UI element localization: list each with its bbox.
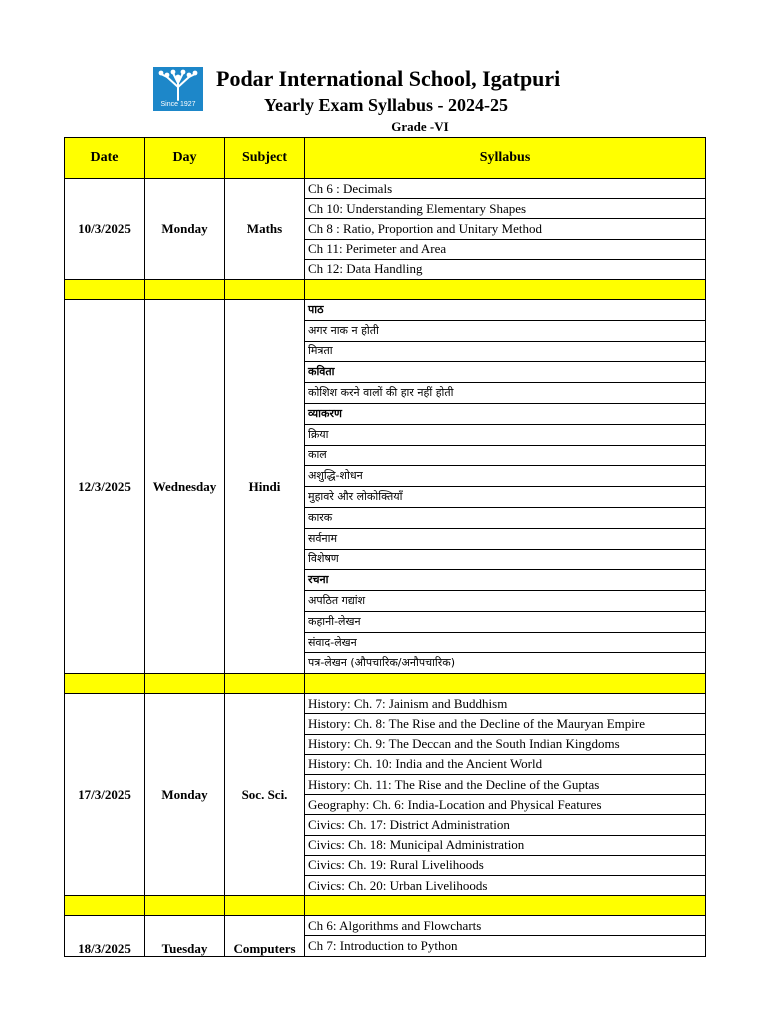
school-logo	[153, 67, 203, 111]
syllabus-item: Ch 10: Understanding Elementary Shapes	[305, 199, 706, 219]
syllabus-item: कहानी-लेखन	[305, 611, 706, 632]
syllabus-item: मुहावरे और लोकोक्तियाँ	[305, 487, 706, 508]
syllabus-item: सर्वनाम	[305, 528, 706, 549]
column-header-subject: Subject	[225, 138, 305, 179]
exam-subject: Soc. Sci.	[225, 694, 305, 896]
column-header-syllabus: Syllabus	[305, 138, 706, 179]
syllabus-section-heading: रचना	[305, 570, 706, 591]
exam-day: Monday	[145, 694, 225, 896]
exam-subject: Hindi	[225, 299, 305, 673]
document-header	[0, 0, 768, 138]
exam-date: 10/3/2025	[65, 179, 145, 280]
syllabus-item: Geography: Ch. 6: India-Location and Physical Features	[305, 795, 706, 815]
exam-subject: Computers	[225, 916, 305, 956]
exam-date: 18/3/2025	[65, 916, 145, 956]
syllabus-item: History: Ch. 11: The Rise and the Decline of the Guptas	[305, 775, 706, 795]
exam-day: Monday	[145, 179, 225, 280]
syllabus-item: Civics: Ch. 19: Rural Livelihoods	[305, 855, 706, 875]
syllabus-item: मित्रता	[305, 341, 706, 362]
syllabus-item: Ch 8 : Ratio, Proportion and Unitary Method	[305, 219, 706, 239]
column-header-day: Day	[145, 138, 225, 179]
syllabus-item: Ch 7: Introduction to Python	[305, 936, 706, 956]
syllabus-item: Ch 6 : Decimals	[305, 179, 706, 199]
syllabus-item: History: Ch. 10: India and the Ancient World	[305, 754, 706, 774]
syllabus-item: काल	[305, 445, 706, 466]
syllabus-item: Civics: Ch. 17: District Administration	[305, 815, 706, 835]
exam-day: Wednesday	[145, 299, 225, 673]
syllabus-section-heading: व्याकरण	[305, 403, 706, 424]
syllabus-item: Civics: Ch. 18: Municipal Administration	[305, 835, 706, 855]
syllabus-item: History: Ch. 7: Jainism and Buddhism	[305, 694, 706, 714]
syllabus-item: Ch 11: Perimeter and Area	[305, 239, 706, 259]
exam-date: 17/3/2025	[65, 694, 145, 896]
school-name: Podar International School, Igatpuri	[216, 66, 561, 91]
table-row	[65, 916, 706, 936]
syllabus-item: पत्र-लेखन (औपचारिक/अनौपचारिक)	[305, 653, 706, 674]
table-header-row	[65, 138, 706, 179]
syllabus-item: Ch 12: Data Handling	[305, 259, 706, 279]
syllabus-item: अगर नाक न होती	[305, 320, 706, 341]
syllabus-item: संवाद-लेखन	[305, 632, 706, 653]
table-row	[65, 694, 706, 714]
exam-date: 12/3/2025	[65, 299, 145, 673]
exam-title: Yearly Exam Syllabus - 2024-25	[264, 95, 509, 115]
syllabus-section-heading: कविता	[305, 362, 706, 383]
separator-row	[65, 279, 706, 299]
table-row	[65, 299, 706, 320]
syllabus-table	[64, 137, 706, 957]
column-header-date: Date	[65, 138, 145, 179]
syllabus-item: कोशिश करने वालों की हार नहीं होती	[305, 383, 706, 404]
logo-since-text: Since 1927	[160, 101, 196, 108]
syllabus-item: अपठित गद्यांश	[305, 591, 706, 612]
exam-subject: Maths	[225, 179, 305, 280]
syllabus-item: अशुद्धि-शोधन	[305, 466, 706, 487]
syllabus-item: Civics: Ch. 20: Urban Livelihoods	[305, 875, 706, 895]
exam-day: Tuesday	[145, 916, 225, 956]
syllabus-item: कारक	[305, 507, 706, 528]
syllabus-item: विशेषण	[305, 549, 706, 570]
separator-row	[65, 896, 706, 916]
syllabus-item: क्रिया	[305, 424, 706, 445]
grade-label: Grade -VI	[391, 119, 449, 134]
tree-icon	[153, 67, 203, 103]
syllabus-item: Ch 6: Algorithms and Flowcharts	[305, 916, 706, 936]
syllabus-item: History: Ch. 9: The Deccan and the South Indian Kingdoms	[305, 734, 706, 754]
syllabus-section-heading: पाठ	[305, 299, 706, 320]
syllabus-item: History: Ch. 8: The Rise and the Decline of the Mauryan Empire	[305, 714, 706, 734]
table-row	[65, 179, 706, 199]
separator-row	[65, 674, 706, 694]
